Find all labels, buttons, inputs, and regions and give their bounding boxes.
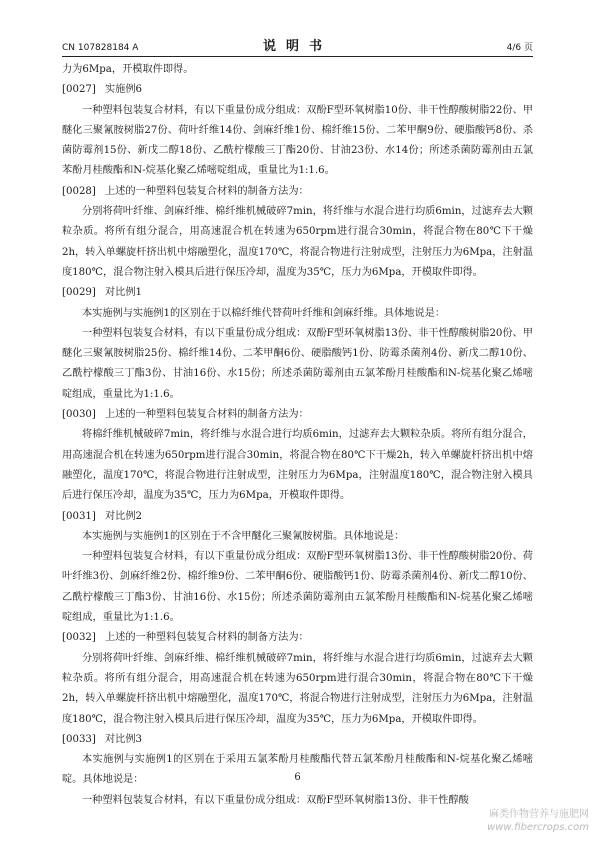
paragraph: 一种塑料包装复合材料，有以下重量份成分组成：双酚F型环氧树脂13份、非干性醇酸树脂20份、甲醚化三聚氰胺树脂25份、棉纤维14份、二苯甲酮6份、硬脂酸钙1份、防霉杀菌剂4份、新戊二醇10份、乙酰柠檬酸三丁酯3份、甘油16份、水15份；所述杀菌防霉剂由五氯苯酚月桂酸酯和N-烷基化聚乙烯嘧啶组成，重量比为1:1.6。 <box>62 327 533 400</box>
section-heading <box>62 80 533 100</box>
heading-text: 对比例1 <box>105 287 143 299</box>
heading-text: 实施例6 <box>105 84 143 96</box>
paragraph-number: [0033] <box>62 733 96 745</box>
paragraph: 将棉纤维机械破碎7min，将纤维与水混合进行均质6min，过滤弃去大颗粒杂质。将所有组分混合，用高速混合机在转速为650rpm进行混合30min，将混合物在80℃下干燥2h，转入单螺旋杆挤出机中熔融塑化，温度170℃，将混合物进行注射成型，注射压力为6Mpa，注射温度180℃，混合物注射入模具后进行保压冷却，温度为35℃，压力为6Mpa，开模取件即得。 <box>62 429 533 502</box>
section-heading <box>62 730 533 750</box>
page-indicator: 4/6 页 <box>506 43 533 53</box>
heading-text: 对比例3 <box>105 733 143 745</box>
paragraph-number: [0030] <box>62 409 96 421</box>
heading-text: 上述的一种塑料包装复合材料的制备方法为： <box>105 632 309 644</box>
paragraph: 分别将荷叶纤维、剑麻纤维、棉纤维机械破碎7min，将纤维与水混合进行均质6min，过滤弃去大颗粒杂质。将所有组分混合，用高速混合机在转速为650rpm进行混合30min，将混合物在80℃下干燥2h，转入单螺旋杆挤出机中熔融塑化，温度170℃，将混合物进行注射成型，注射压力为6Mpa，注射温度180℃，混合物注射入模具后进行保压冷却，温度为35℃，压力为6Mpa，开模取件即得。 <box>62 206 533 278</box>
page-number: 6 <box>294 772 301 783</box>
watermark-url: www.fibercrops.com <box>487 822 589 833</box>
section-heading <box>62 507 533 527</box>
document-body <box>62 60 533 811</box>
paragraph-number: [0032] <box>62 632 96 644</box>
heading-text: 对比例2 <box>105 510 143 522</box>
section-heading <box>62 628 533 648</box>
paragraph: 一种塑料包装复合材料，有以下重量份成分组成：双酚F型环氧树脂10份、非干性醇酸树脂22份、甲醚化三聚氰胺树脂27份、荷叶纤维14份、剑麻纤维1份、棉纤维15份、二苯甲酮9份、硬脂酸钙8份、杀菌防霉剂15份、新戊二醇18份、乙酰柠檬酸三丁酯20份、甘油23份、水14份；所述杀菌防霉剂由五氯苯酚月桂酸酯和N-烷基化聚乙烯嘧啶组成，重量比为1:1.6。 <box>62 104 533 177</box>
paragraph: 分别将荷叶纤维、剑麻纤维、棉纤维机械破碎7min，将纤维与水混合进行均质6min，过滤弃去大颗粒杂质。将所有组分混合，用高速混合机在转速为650rpm进行混合30min，将混合物在80℃下干燥2h，转入单螺旋杆挤出机中熔融塑化，温度170℃，将混合物进行注射成型，注射压力为6Mpa，注射温度180℃，混合物注射入模具后进行保压冷却，温度为35℃，压力为6Mpa，开模取件即得。 <box>62 652 533 725</box>
heading-text: 上述的一种塑料包装复合材料的制备方法为： <box>105 185 309 197</box>
section-heading <box>62 283 533 303</box>
section-heading <box>62 182 533 202</box>
paragraph: 本实施例与实施例1的区别在于以棉纤维代替荷叶纤维和剑麻纤维。具体地说是： <box>82 307 446 319</box>
paragraph-number: [0027] <box>62 84 96 96</box>
watermark <box>487 808 589 834</box>
paragraph: 本实施例与实施例1的区别在于不含甲醚化三聚氰胺树脂。具体地说是： <box>82 530 405 542</box>
page-header <box>62 34 533 57</box>
section-heading <box>62 405 533 425</box>
paragraph: 一种塑料包装复合材料，有以下重量份成分组成：双酚F型环氧树脂13份、非干性醇酸树脂20份、荷叶纤维3份、剑麻纤维2份、棉纤维9份、二苯甲酮6份、硬脂酸钙1份、防霉杀菌剂4份、新戊二醇10份、乙酰柠檬酸三丁酯3份、甘油16份、水15份；所述杀菌防霉剂由五氯苯酚月桂酸酯和N-烷基化聚乙烯嘧啶组成，重量比为1:1.6。 <box>62 551 533 624</box>
paragraph-number: [0028] <box>62 185 96 197</box>
document-number: CN 107828184 A <box>62 43 139 53</box>
paragraph-number: [0029] <box>62 287 96 299</box>
document-title: 说明书 <box>262 39 332 54</box>
paragraph: 力为6Mpa，开模取件即得。 <box>62 64 194 75</box>
watermark-site-name: 麻类作物营养与施肥网 <box>489 809 589 820</box>
paragraph: 本实施例与实施例1的区别在于采用五氯苯酚月桂酸酯代替五氯苯酚月桂酸酯和N-烷基化聚乙烯嘧啶。具体地说是： <box>62 754 533 786</box>
heading-text: 上述的一种塑料包装复合材料的制备方法为： <box>105 409 309 421</box>
paragraph: 一种塑料包装复合材料，有以下重量份成分组成：双酚F型环氧树脂13份、非干性醇酸 <box>82 794 469 806</box>
paragraph-number: [0031] <box>62 510 96 522</box>
